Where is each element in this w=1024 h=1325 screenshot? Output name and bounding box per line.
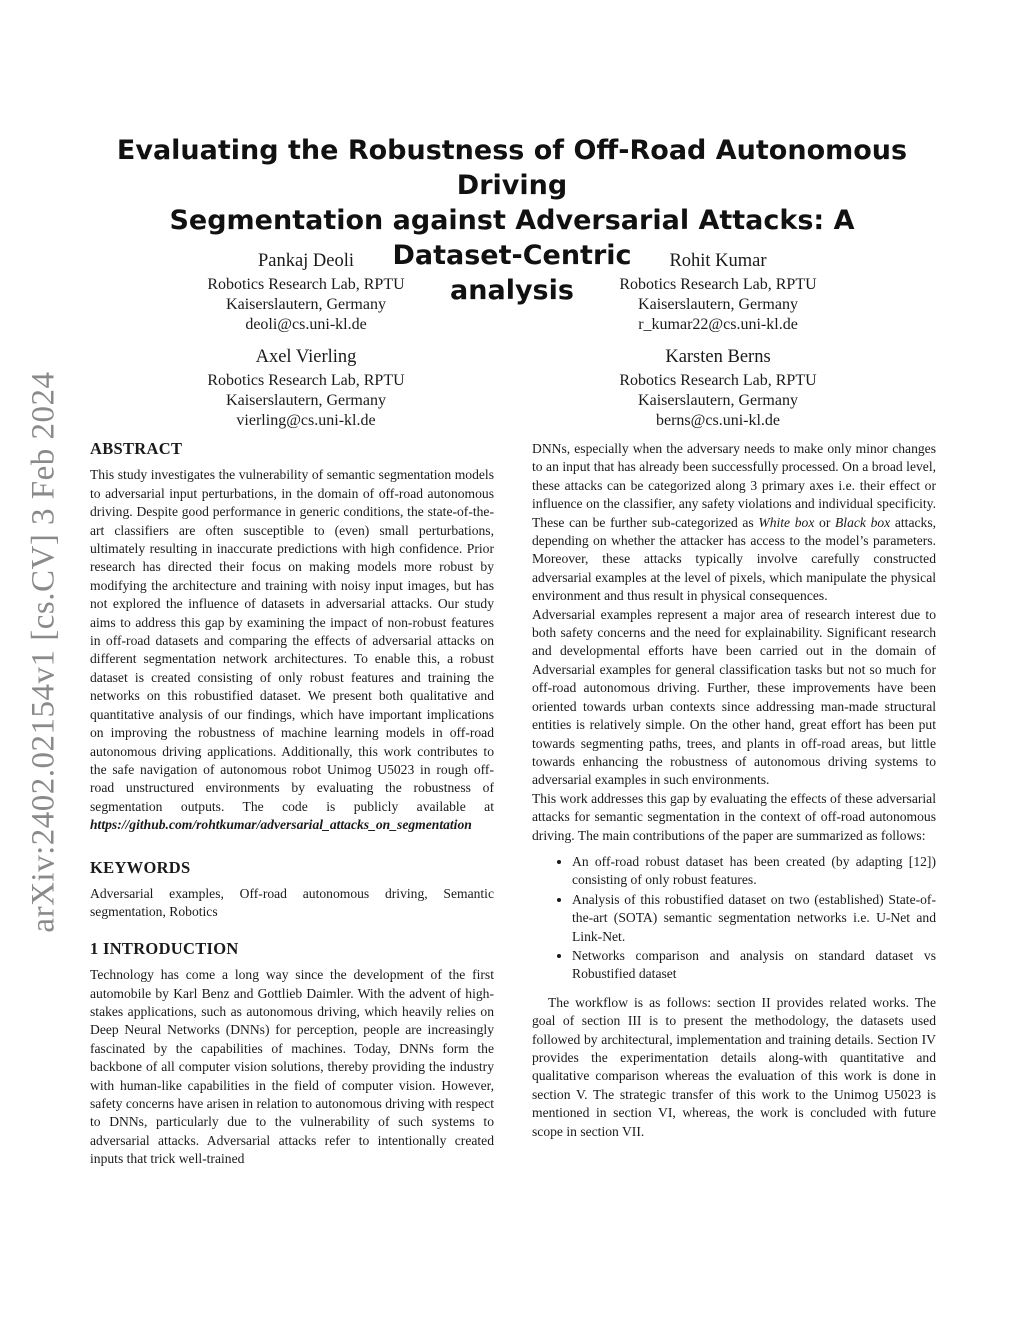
author-location: Kaiserslautern, Germany bbox=[226, 392, 386, 409]
introduction-paragraph: Adversarial examples represent a major area of research interest due to both safety concerns and the need for explainability. Significant research and developmental efforts have been carried out in the domain of Adversarial examples for general classification tasks but not so much for off-road autonomous driving. Further, these improvements have been oriented towards urban contexts since addressing man-made structural entities is relatively simple. On the other hand, great effort has been put towards segmenting paths, trees, and plants in off-road areas, but little towards enhancing the robustness of autonomous driving systems to adversarial examples in such environments. bbox=[532, 606, 936, 788]
author-name: Rohit Kumar bbox=[669, 251, 767, 271]
abstract-body: This study investigates the vulnerability of semantic segmentation models to adversarial input perturbations, in the domain of off-road autonomous driving. Despite good performance in generic conditions, the state-of-the-art classifiers are often susceptible to (even) small perturbations, ultimately resulting in inaccurate predictions with high confidence. Prior research has directed their focus on making models more robust by modifying the architecture and training with noisy input images, but has not explored the influence of datasets in adversarial attacks. Our study aims to address this gap by examining the impact of non-robust features in off-road datasets and comparing the effects of adversarial attacks on different segmentation network architectures. To enable this, a robust dataset is created consisting of only robust features and training the networks on this robustified dataset. We present both qualitative and quantitative analysis of our findings, which have important implications on improving the robustness of machine learning models in off-road autonomous driving applications. Additionally, this work contributes to the safe navigation of autonomous robot Unimog U5023 in rough off-road unstructured environments by evaluating the robustness of segmentation outputs. The code is publicly available at bbox=[90, 467, 494, 814]
introduction-paragraph bbox=[532, 440, 936, 606]
author-location: Kaiserslautern, Germany bbox=[638, 296, 798, 313]
white-box-term: White box bbox=[758, 514, 815, 530]
title-line: Evaluating the Robustness of Off-Road Autonomous Driving bbox=[116, 135, 908, 201]
title-line: analysis bbox=[450, 275, 574, 306]
code-repository-link[interactable]: https://github.com/rohtkumar/adversarial_attacks_on_segmentation bbox=[90, 817, 472, 833]
title-line: Segmentation against Adversarial Attacks: A Dataset-Centric bbox=[169, 205, 855, 271]
author-block bbox=[568, 344, 868, 431]
author-affiliation: Robotics Research Lab, RPTU bbox=[619, 276, 817, 293]
author-name: Karsten Berns bbox=[665, 347, 771, 367]
author-affiliation: Robotics Research Lab, RPTU bbox=[207, 276, 405, 293]
author-location: Kaiserslautern, Germany bbox=[226, 296, 386, 313]
list-item: • Networks comparison and analysis on standard dataset vs Robustified dataset bbox=[572, 947, 936, 984]
author-block bbox=[156, 344, 456, 431]
introduction-paragraph: This work addresses this gap by evaluating the effects of these adversarial attacks for semantic segmentation in the context of off-road autonomous driving. The main contributions of the paper are summarized as follows: bbox=[532, 790, 936, 843]
right-column bbox=[532, 440, 936, 1141]
author-email: berns@cs.uni-kl.de bbox=[655, 412, 781, 429]
author-location: Kaiserslautern, Germany bbox=[638, 392, 798, 409]
list-item: • An off-road robust dataset has been created (by adapting [12]) consisting of only robust features. bbox=[572, 853, 936, 890]
paragraph-text: attacks, depending on whether the attacker has access to the model’s parameters. Moreover, these attacks typically involve carefully constructed adversarial examples at the level of pixels, which manipulate the physical environment and thus result in physical consequences. bbox=[532, 514, 937, 604]
author-name: Axel Vierling bbox=[255, 347, 357, 367]
author-affiliation: Robotics Research Lab, RPTU bbox=[207, 372, 405, 389]
left-column bbox=[90, 440, 494, 1169]
black-box-term: Black box bbox=[835, 514, 891, 530]
author-email: deoli@cs.uni-kl.de bbox=[245, 316, 367, 333]
contributions-list bbox=[532, 853, 936, 984]
author-email: vierling@cs.uni-kl.de bbox=[236, 412, 376, 429]
paragraph-text: DNNs, especially when the adversary needs to make only minor changes to an input that has already been successfully processed. On a broad level, these attacks can be categorized along 3 primary axes i.e. their effect or influence on the classifier, any safety violations and individual specificity. These can be further sub-categorized as bbox=[532, 441, 936, 530]
abstract-text bbox=[90, 466, 494, 834]
author-email: r_kumar22@cs.uni-kl.de bbox=[638, 316, 798, 333]
introduction-heading: 1 INTRODUCTION bbox=[90, 938, 239, 958]
introduction-paragraph: Technology has come a long way since the development of the first automobile by Karl Benz and Gottlieb Daimler. With the advent of high-stakes applications, such as autonomous driving, which heavily relies on Deep Neural Networks (DNNs) for perception, people are increasingly fascinated by the capabilities of machines. Today, DNNs form the backbone of all computer vision solutions, thereby providing the industry with human-like capabilities in the field of computer vision. However, safety concerns have arisen in relation to autonomous driving with respect to DNNs, particularly due to the vulnerability of such systems to adversarial attacks. Adversarial attacks refer to intentionally created inputs that trick well-trained bbox=[90, 967, 494, 1167]
introduction-paragraph: The workflow is as follows: section II provides related works. The goal of section III is to present the methodology, the datasets used followed by architectural, implementation and training details. Section IV provides the experimentation details along-with quantitative and qualitative comparison whereas the evaluation of this work is done in section V. The strategic transfer of this work to the Unimog U5023 is mentioned in section VI, whereas, the work is concluded with future scope in section VII. bbox=[532, 994, 936, 1139]
paragraph-text: or bbox=[819, 514, 831, 530]
arxiv-identifier: arXiv:2402.02154v1 [cs.CV] 3 Feb 2024 bbox=[25, 371, 62, 933]
author-name: Pankaj Deoli bbox=[257, 251, 355, 271]
list-item: • Analysis of this robustified dataset on two (established) State-of-the-art (SOTA) semantic segmentation networks i.e. U-Net and Link-Net. bbox=[572, 891, 936, 946]
author-block bbox=[156, 248, 456, 335]
author-affiliation: Robotics Research Lab, RPTU bbox=[619, 372, 817, 389]
abstract-heading: ABSTRACT bbox=[90, 439, 183, 458]
keywords-heading: KEYWORDS bbox=[90, 857, 191, 877]
keywords-text: Adversarial examples, Off-road autonomous driving, Semantic segmentation, Robotics bbox=[90, 885, 494, 920]
author-block bbox=[568, 248, 868, 335]
